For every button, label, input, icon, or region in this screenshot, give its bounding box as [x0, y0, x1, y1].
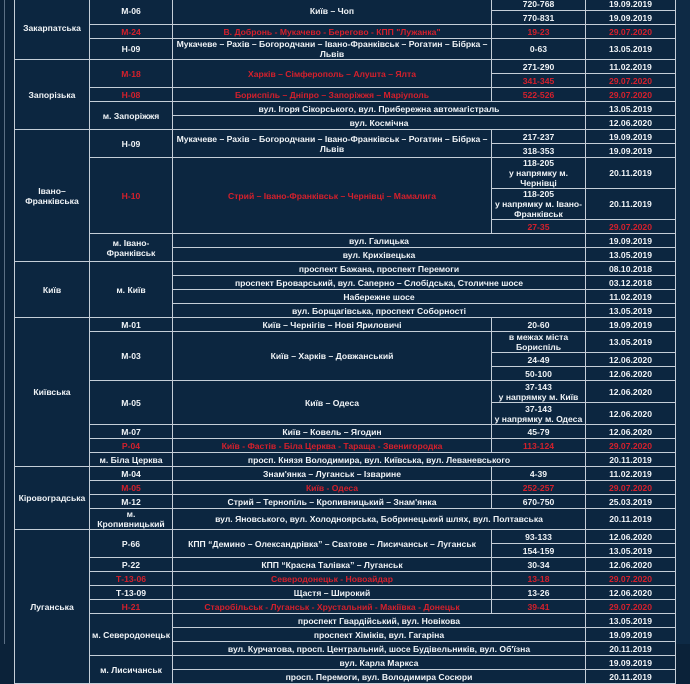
table-row: [15, 509, 676, 530]
date-cell: 13.05.2019: [586, 614, 676, 628]
date-cell: 13.05.2019: [586, 304, 676, 318]
km-cell: 0-63: [492, 39, 586, 60]
route-cell: просп. Князя Володимира, вул. Київська, вул. Леваневського: [173, 453, 586, 467]
date-cell: 12.06.2020: [586, 530, 676, 544]
table-row: [15, 234, 676, 248]
route-cell: Щастя – Широкий: [173, 586, 492, 600]
region-cell: Івано–Франківська: [15, 130, 90, 262]
route-cell: проспект Гвардійський, вул. Новікова: [173, 614, 586, 628]
date-cell: 19.09.2019: [586, 628, 676, 642]
date-cell: 19.09.2019: [586, 130, 676, 144]
table-row: [15, 0, 676, 11]
road-code-cell: М-12: [90, 495, 173, 509]
road-code-cell: М-18: [90, 60, 173, 88]
km-cell: 45-79: [492, 425, 586, 439]
table-row: [15, 439, 676, 453]
date-cell: 19.09.2019: [586, 318, 676, 332]
km-cell: 271-290: [492, 60, 586, 74]
table-row: [15, 530, 676, 544]
date-cell: 03.12.2018: [586, 276, 676, 290]
km-cell: 93-133: [492, 530, 586, 544]
table-row: [15, 60, 676, 74]
date-cell: 20.11.2019: [586, 642, 676, 656]
table-row: [15, 586, 676, 600]
route-cell: Київ – Одеса: [173, 381, 492, 425]
date-cell: 29.07.2020: [586, 25, 676, 39]
route-cell: Мукачеве – Рахів – Богородчани – Івано-Франківськ – Рогатин – Бібрка – Львів: [173, 130, 492, 158]
km-cell: 720-768: [492, 0, 586, 11]
km-cell: 13-18: [492, 572, 586, 586]
road-code-cell: Т-13-09: [90, 586, 173, 600]
road-code-cell: М-04: [90, 467, 173, 481]
route-cell: вул. Курчатова, просп. Центральний, шосе Будівельників, вул. Об'їзна: [173, 642, 586, 656]
date-cell: 20.11.2019: [586, 189, 676, 220]
table-row: [15, 614, 676, 628]
road-code-cell: Н-21: [90, 600, 173, 614]
km-cell: 20-60: [492, 318, 586, 332]
date-cell: 19.09.2019: [586, 144, 676, 158]
road-code-cell: м. Кропивницький: [90, 509, 173, 530]
route-cell: вул. Крихівецька: [173, 248, 586, 262]
km-cell: 770-831: [492, 11, 586, 25]
table-row: [15, 467, 676, 481]
road-code-cell: М-07: [90, 425, 173, 439]
route-cell: Знам'янка – Луганськ – Ізварине: [173, 467, 492, 481]
date-cell: 20.11.2019: [586, 453, 676, 467]
road-repairs-table: [14, 0, 676, 684]
date-cell: 11.02.2019: [586, 60, 676, 74]
date-cell: 29.07.2020: [586, 439, 676, 453]
route-cell: проспект Хіміків, вул. Гагаріна: [173, 628, 586, 642]
date-cell: 13.05.2019: [586, 248, 676, 262]
route-cell: просп. Перемоги, вул. Володимира Сосюри: [173, 670, 586, 684]
road-code-cell: Р-66: [90, 530, 173, 558]
date-cell: 11.02.2019: [586, 467, 676, 481]
road-code-cell: Н-10: [90, 158, 173, 234]
table-row: [15, 656, 676, 670]
date-cell: 12.06.2020: [586, 586, 676, 600]
table-row: [15, 130, 676, 144]
km-cell: в межах міста Бориспіль: [492, 332, 586, 353]
route-cell: вул. Борщагівська, проспект Соборності: [173, 304, 586, 318]
km-cell: 39-41: [492, 600, 586, 614]
region-cell: Луганська: [15, 530, 90, 684]
route-cell: проспект Бажана, проспект Перемоги: [173, 262, 586, 276]
table-row: [15, 318, 676, 332]
table-row: [15, 572, 676, 586]
road-code-cell: М-24: [90, 25, 173, 39]
date-cell: 20.11.2019: [586, 670, 676, 684]
route-cell: Набережне шосе: [173, 290, 586, 304]
region-cell: Київ: [15, 262, 90, 318]
road-code-cell: м. Северодонецьк: [90, 614, 173, 656]
date-cell: 12.06.2020: [586, 116, 676, 130]
date-cell: 11.02.2019: [586, 290, 676, 304]
table-body: [15, 0, 676, 684]
km-cell: 341-345: [492, 74, 586, 88]
km-cell: 118-205 у напрямку м. Івано-Франківськ: [492, 189, 586, 220]
road-code-cell: м. Лисичанськ: [90, 656, 173, 684]
route-cell: проспект Броварський, вул. Саперно – Слобідська, Столичне шосе: [173, 276, 586, 290]
road-code-cell: м. Запоріжжя: [90, 102, 173, 130]
date-cell: 13.05.2019: [586, 39, 676, 60]
road-code-cell: М-05: [90, 381, 173, 425]
route-cell: вул. Карла Маркса: [173, 656, 586, 670]
left-edge-line: [4, 0, 5, 644]
right-strip: [676, 0, 690, 644]
date-cell: 29.07.2020: [586, 481, 676, 495]
route-cell: Київ - Одеса: [173, 481, 492, 495]
km-cell: 37-143 у напрямку м. Київ: [492, 381, 586, 403]
road-code-cell: Р-04: [90, 439, 173, 453]
road-code-cell: Н-09: [90, 39, 173, 60]
route-cell: Харків – Сімферополь – Алушта – Ялта: [173, 60, 492, 88]
km-cell: 154-159: [492, 544, 586, 558]
road-code-cell: М-01: [90, 318, 173, 332]
region-cell: Київська: [15, 318, 90, 467]
date-cell: 29.07.2020: [586, 88, 676, 102]
route-cell: Бориспіль – Дніпро – Запоріжжя – Маріуполь: [173, 88, 492, 102]
table-row: [15, 600, 676, 614]
table-row: [15, 25, 676, 39]
km-cell: 252-257: [492, 481, 586, 495]
road-code-cell: М-05: [90, 481, 173, 495]
road-code-cell: М-06: [90, 0, 173, 25]
road-code-cell: м. Івано-Франківськ: [90, 234, 173, 262]
date-cell: 13.05.2019: [586, 102, 676, 116]
route-cell: Київ – Чернігів – Нові Яриловичі: [173, 318, 492, 332]
table-row: [15, 381, 676, 403]
km-cell: 118-205 у напрямку м. Чернівці: [492, 158, 586, 189]
road-code-cell: М-03: [90, 332, 173, 381]
km-cell: 318-353: [492, 144, 586, 158]
route-cell: Стрий – Тернопіль – Кропивницький – Знам'янка: [173, 495, 492, 509]
route-cell: Київ – Чоп: [173, 0, 492, 25]
route-cell: Мукачеве – Рахів – Богородчани – Івано-Франківськ – Рогатин – Бібрка – Львів: [173, 39, 492, 60]
table-row: [15, 495, 676, 509]
date-cell: 12.06.2020: [586, 381, 676, 403]
road-code-cell: Н-08: [90, 88, 173, 102]
date-cell: 12.06.2020: [586, 425, 676, 439]
date-cell: 20.11.2019: [586, 509, 676, 530]
date-cell: 29.07.2020: [586, 572, 676, 586]
region-cell: Кіровоградська: [15, 467, 90, 530]
route-cell: вул. Галицька: [173, 234, 586, 248]
date-cell: 12.06.2020: [586, 403, 676, 425]
date-cell: 12.06.2020: [586, 353, 676, 367]
date-cell: 12.06.2020: [586, 367, 676, 381]
km-cell: 670-750: [492, 495, 586, 509]
date-cell: 08.10.2018: [586, 262, 676, 276]
date-cell: 19.09.2019: [586, 0, 676, 11]
route-cell: Северодонецьк - Новоайдар: [173, 572, 492, 586]
table-row: [15, 558, 676, 572]
table-row: [15, 88, 676, 102]
km-cell: 522-526: [492, 88, 586, 102]
date-cell: 20.11.2019: [586, 158, 676, 189]
date-cell: 29.07.2020: [586, 220, 676, 234]
route-cell: вул. Яновського, вул. Холодноярська, Бобринецький шлях, вул. Полтавська: [173, 509, 586, 530]
road-code-cell: Н-09: [90, 130, 173, 158]
km-cell: 113-124: [492, 439, 586, 453]
km-cell: 19-23: [492, 25, 586, 39]
date-cell: 19.09.2019: [586, 11, 676, 25]
route-cell: вул. Ігоря Сікорського, вул. Прибережна автомагістраль: [173, 102, 586, 116]
km-cell: 30-34: [492, 558, 586, 572]
route-cell: В. Добронь - Мукачево - Берегово - КПП "Лужанка": [173, 25, 492, 39]
date-cell: 19.09.2019: [586, 656, 676, 670]
table-row: [15, 332, 676, 353]
table-row: [15, 39, 676, 60]
table-row: [15, 262, 676, 276]
km-cell: 4-39: [492, 467, 586, 481]
region-cell: Закарпатська: [15, 0, 90, 60]
table-row: [15, 158, 676, 189]
route-cell: Старобільськ - Луганськ - Хрустальний - Макіївка - Донецьк: [173, 600, 492, 614]
table-row: [15, 481, 676, 495]
km-cell: 50-100: [492, 367, 586, 381]
region-cell: Запорізька: [15, 60, 90, 130]
date-cell: 29.07.2020: [586, 74, 676, 88]
road-code-cell: Т-13-06: [90, 572, 173, 586]
km-cell: 13-26: [492, 586, 586, 600]
route-cell: Київ – Харків – Довжанський: [173, 332, 492, 381]
route-cell: Київ - Фастів - Біла Церква - Тараща - Звенигородка: [173, 439, 492, 453]
table-row: [15, 425, 676, 439]
km-cell: 37-143 у напрямку м. Одеса: [492, 403, 586, 425]
km-cell: 217-237: [492, 130, 586, 144]
table-row: [15, 102, 676, 116]
route-cell: Київ – Ковель – Ягодин: [173, 425, 492, 439]
road-code-cell: м. Біла Церква: [90, 453, 173, 467]
km-cell: 27-35: [492, 220, 586, 234]
road-code-cell: м. Київ: [90, 262, 173, 318]
date-cell: 25.03.2019: [586, 495, 676, 509]
route-cell: КПП “Демино – Олександрівка” – Сватове – Лисичанськ – Луганськ: [173, 530, 492, 558]
route-cell: КПП “Красна Талівка” – Луганськ: [173, 558, 492, 572]
date-cell: 12.06.2020: [586, 558, 676, 572]
date-cell: 13.05.2019: [586, 332, 676, 353]
km-cell: 24-49: [492, 353, 586, 367]
route-cell: Стрий – Івано-Франківськ – Чернівці – Мамалига: [173, 158, 492, 234]
route-cell: вул. Космічна: [173, 116, 586, 130]
table-row: [15, 453, 676, 467]
road-code-cell: Р-22: [90, 558, 173, 572]
date-cell: 13.05.2019: [586, 544, 676, 558]
date-cell: 29.07.2020: [586, 600, 676, 614]
date-cell: 19.09.2019: [586, 234, 676, 248]
